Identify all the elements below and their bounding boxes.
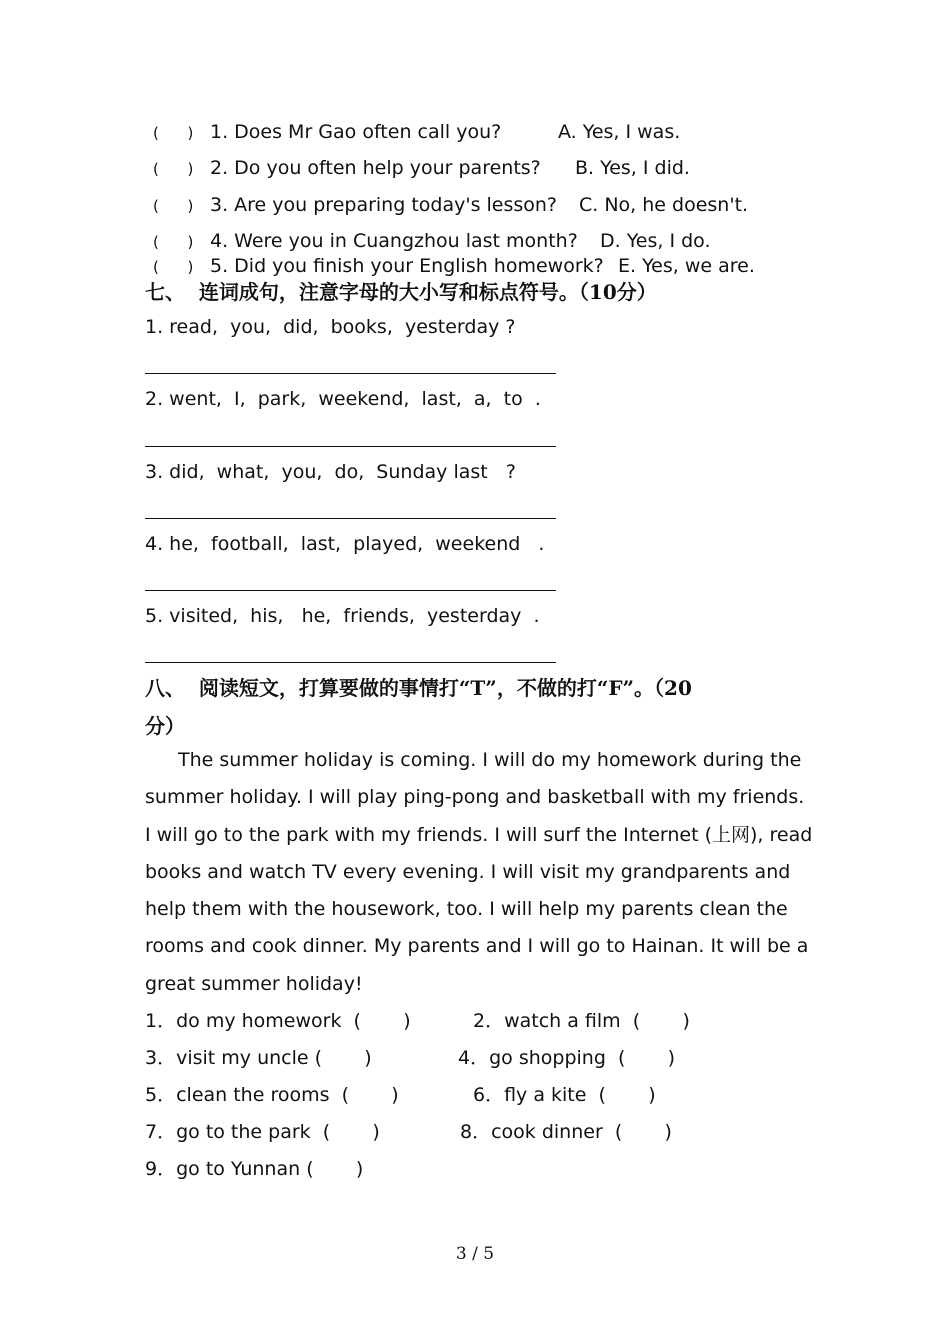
sentence-item-4: 4. he, football, last, played, weekend .	[145, 533, 545, 555]
answer-bracket[interactable]: ( )	[153, 197, 194, 215]
answer-line[interactable]	[145, 518, 556, 519]
reading-passage	[145, 742, 815, 1003]
section-7-heading: 七、 连词成句，注意字母的大小写和标点符号。（10分）	[145, 280, 657, 304]
section-8-heading: 八、 阅读短文，打算要做的事情打“T”，不做的打“F”。（20	[145, 676, 692, 700]
question-1: 1. Does Mr Gao often call you?	[210, 121, 502, 143]
answer-line[interactable]	[145, 446, 556, 447]
question-5: 5. Did you finish your English homework?	[210, 255, 604, 277]
section-8-heading-cont: 分）	[145, 714, 185, 738]
tf-item-9[interactable]: 9．go to Yunnan ( )	[145, 1158, 364, 1180]
tf-item-1[interactable]: 1．do my homework ( )	[145, 1010, 411, 1032]
option-d: D. Yes, I do.	[600, 230, 711, 252]
sentence-item-1: 1. read, you, did, books, yesterday ?	[145, 316, 516, 338]
answer-line[interactable]	[145, 590, 556, 591]
tf-item-8[interactable]: 8．cook dinner ( )	[460, 1121, 672, 1143]
answer-line[interactable]	[145, 662, 556, 663]
sentence-item-5: 5. visited, his, he, friends, yesterday .	[145, 605, 540, 627]
answer-bracket[interactable]: ( )	[153, 258, 194, 276]
tf-item-6[interactable]: 6．fly a kite ( )	[473, 1084, 656, 1106]
option-c: C. No, he doesn't.	[579, 194, 749, 216]
answer-line[interactable]	[145, 373, 556, 374]
option-b: B. Yes, I did.	[575, 157, 690, 179]
answer-bracket[interactable]: ( )	[153, 160, 194, 178]
tf-item-4[interactable]: 4．go shopping ( )	[458, 1047, 676, 1069]
question-3: 3. Are you preparing today's lesson?	[210, 194, 558, 216]
question-4: 4. Were you in Cuangzhou last month?	[210, 230, 578, 252]
tf-item-3[interactable]: 3．visit my uncle ( )	[145, 1047, 372, 1069]
answer-bracket[interactable]: ( )	[153, 124, 194, 142]
sentence-item-3: 3. did, what, you, do, Sunday last ?	[145, 461, 516, 483]
page-number: 3 / 5	[455, 1244, 495, 1264]
answer-bracket[interactable]: ( )	[153, 233, 194, 251]
tf-item-7[interactable]: 7．go to the park ( )	[145, 1121, 380, 1143]
option-a: A. Yes, I was.	[558, 121, 681, 143]
passage-text: The summer holiday is coming. I will do my homework during the summer holiday. I will play ping-pong and basketball with my friends. I will go to the park with my friends. I will surf the Internet (上网), read books and watch TV every evening. I will visit my grandparents and help them with the housework, too. I will help my parents clean the rooms and cook dinner. My parents and I will go to Hainan. It will be a great summer holiday!	[145, 749, 813, 995]
sentence-item-2: 2. went, I, park, weekend, last, a, to .	[145, 388, 541, 410]
question-2: 2. Do you often help your parents?	[210, 157, 541, 179]
option-e: E. Yes, we are.	[618, 255, 755, 277]
tf-item-5[interactable]: 5．clean the rooms ( )	[145, 1084, 399, 1106]
tf-item-2[interactable]: 2．watch a film ( )	[473, 1010, 690, 1032]
